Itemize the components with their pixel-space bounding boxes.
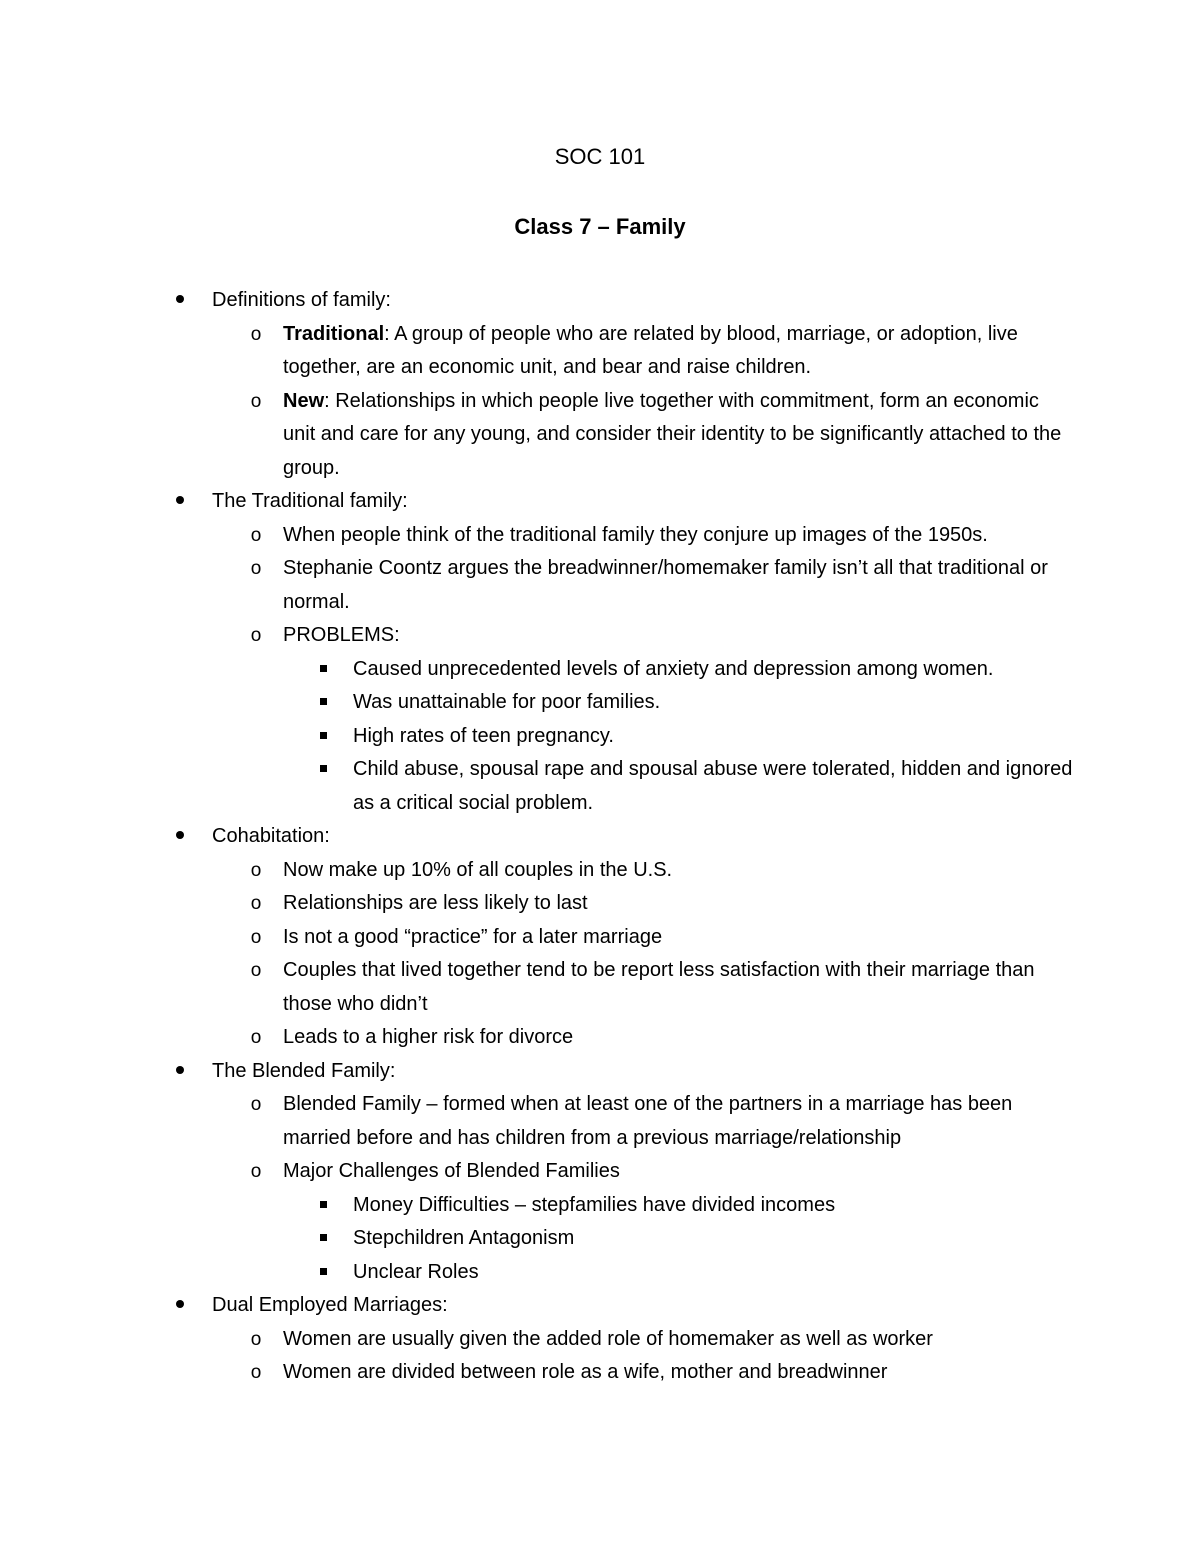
course-code: SOC 101 <box>554 144 646 169</box>
outline-item <box>0 854 1200 888</box>
item-text: Major Challenges of Blended Families <box>283 1160 620 1182</box>
bullet-square-icon <box>313 720 333 754</box>
bullet-circle-icon: o <box>250 625 262 646</box>
outline-section <box>0 1055 1200 1089</box>
subitem-text: Child abuse, spousal rape and spousal abuse were tolerated, hidden and ignored as a critical social problem. <box>353 758 1073 814</box>
item-text: Leads to a higher risk for divorce <box>283 1026 574 1048</box>
outline-subitem <box>0 686 1200 720</box>
bullet-circle-icon: o <box>250 323 262 345</box>
section-heading: The Traditional family: <box>212 490 408 512</box>
outline-item <box>0 1323 1200 1357</box>
bullet-circle-icon: o <box>250 926 262 948</box>
outline-item <box>0 1088 1200 1155</box>
bullet-square-icon <box>313 1222 333 1256</box>
item-text: Blended Family – formed when at least one of the partners in a marriage has been married before and has children from a previous marriage/relationship <box>283 1093 1013 1149</box>
bullet-square-icon <box>313 1256 333 1290</box>
subitem-text: Was unattainable for poor families. <box>353 691 661 713</box>
item-definition: : Relationships in which people live together with commitment, form an economic unit and care for any young, and consider their identity to be significantly attached to the group. <box>283 389 1062 479</box>
outline-item <box>0 954 1200 1021</box>
outline-item <box>0 318 1200 385</box>
item-text: Relationships are less likely to last <box>283 892 588 914</box>
outline-section <box>0 485 1200 519</box>
section-heading: Cohabitation: <box>212 825 330 847</box>
item-text: When people think of the traditional family they conjure up images of the 1950s. <box>283 523 988 546</box>
item-text <box>283 318 1073 385</box>
outline-item <box>0 1155 1200 1189</box>
outline-item <box>0 1021 1200 1055</box>
bullet-circle-icon: o <box>250 390 262 412</box>
section-heading: Definitions of family: <box>212 289 391 311</box>
outline-item <box>0 887 1200 921</box>
bullet-square-icon <box>313 653 333 687</box>
bullet-circle-icon: o <box>250 859 262 881</box>
bullet-circle-icon: o <box>250 960 262 981</box>
bullet-circle-icon: o <box>250 1094 262 1115</box>
item-text: Now make up 10% of all couples in the U.S. <box>283 858 673 881</box>
notes-outline <box>0 284 1200 1390</box>
subitem-text: Unclear Roles <box>353 1260 479 1283</box>
item-text: Is not a good “practice” for a later marriage <box>283 925 663 948</box>
page-title: Class 7 – Family <box>514 214 686 239</box>
bullet-disc-icon <box>170 1055 190 1089</box>
outline-item <box>0 1356 1200 1390</box>
item-definition: : A group of people who are related by blood, marriage, or adoption, live together, are an economic unit, and bear and raise children. <box>283 322 1018 378</box>
bullet-disc-icon <box>170 1289 190 1323</box>
item-term: Traditional <box>283 322 385 345</box>
outline-item <box>0 552 1200 619</box>
outline-section <box>0 284 1200 318</box>
item-text <box>283 385 1073 486</box>
outline-subitem <box>0 720 1200 754</box>
bullet-disc-icon <box>170 485 190 519</box>
bullet-disc-icon <box>170 820 190 854</box>
subitem-text: High rates of teen pregnancy. <box>353 724 614 747</box>
bullet-square-icon <box>313 753 333 787</box>
bullet-circle-icon: o <box>250 1328 262 1350</box>
item-text: Couples that lived together tend to be report less satisfaction with their marriage than those who didn’t <box>283 959 1035 1015</box>
outline-subitem <box>0 1189 1200 1223</box>
outline-item <box>0 619 1200 653</box>
section-heading: The Blended Family: <box>212 1059 396 1082</box>
outline-subitem <box>0 753 1200 820</box>
bullet-circle-icon: o <box>250 893 262 914</box>
outline-item <box>0 921 1200 955</box>
item-text: Women are usually given the added role of homemaker as well as worker <box>283 1327 933 1350</box>
item-term: New <box>283 389 325 412</box>
bullet-circle-icon: o <box>250 1027 262 1048</box>
item-text: Stephanie Coontz argues the breadwinner/homemaker family isn’t all that traditional or normal. <box>283 557 1048 613</box>
bullet-circle-icon: o <box>250 1161 262 1182</box>
item-text: PROBLEMS: <box>283 624 400 646</box>
bullet-disc-icon <box>170 284 190 318</box>
bullet-square-icon <box>313 1189 333 1223</box>
outline-subitem <box>0 653 1200 687</box>
section-heading: Dual Employed Marriages: <box>212 1294 448 1316</box>
bullet-circle-icon: o <box>250 1362 262 1383</box>
outline-subitem <box>0 1256 1200 1290</box>
bullet-circle-icon: o <box>250 524 262 546</box>
outline-item <box>0 385 1200 486</box>
item-text: Women are divided between role as a wife, mother and breadwinner <box>283 1361 888 1383</box>
subitem-text: Money Difficulties – stepfamilies have divided incomes <box>353 1193 836 1216</box>
bullet-circle-icon: o <box>250 558 262 579</box>
outline-section <box>0 820 1200 854</box>
subitem-text: Caused unprecedented levels of anxiety and depression among women. <box>353 657 994 680</box>
outline-item <box>0 519 1200 553</box>
outline-subitem <box>0 1222 1200 1256</box>
outline-section <box>0 1289 1200 1323</box>
subitem-text: Stepchildren Antagonism <box>353 1227 575 1249</box>
bullet-square-icon <box>313 686 333 720</box>
